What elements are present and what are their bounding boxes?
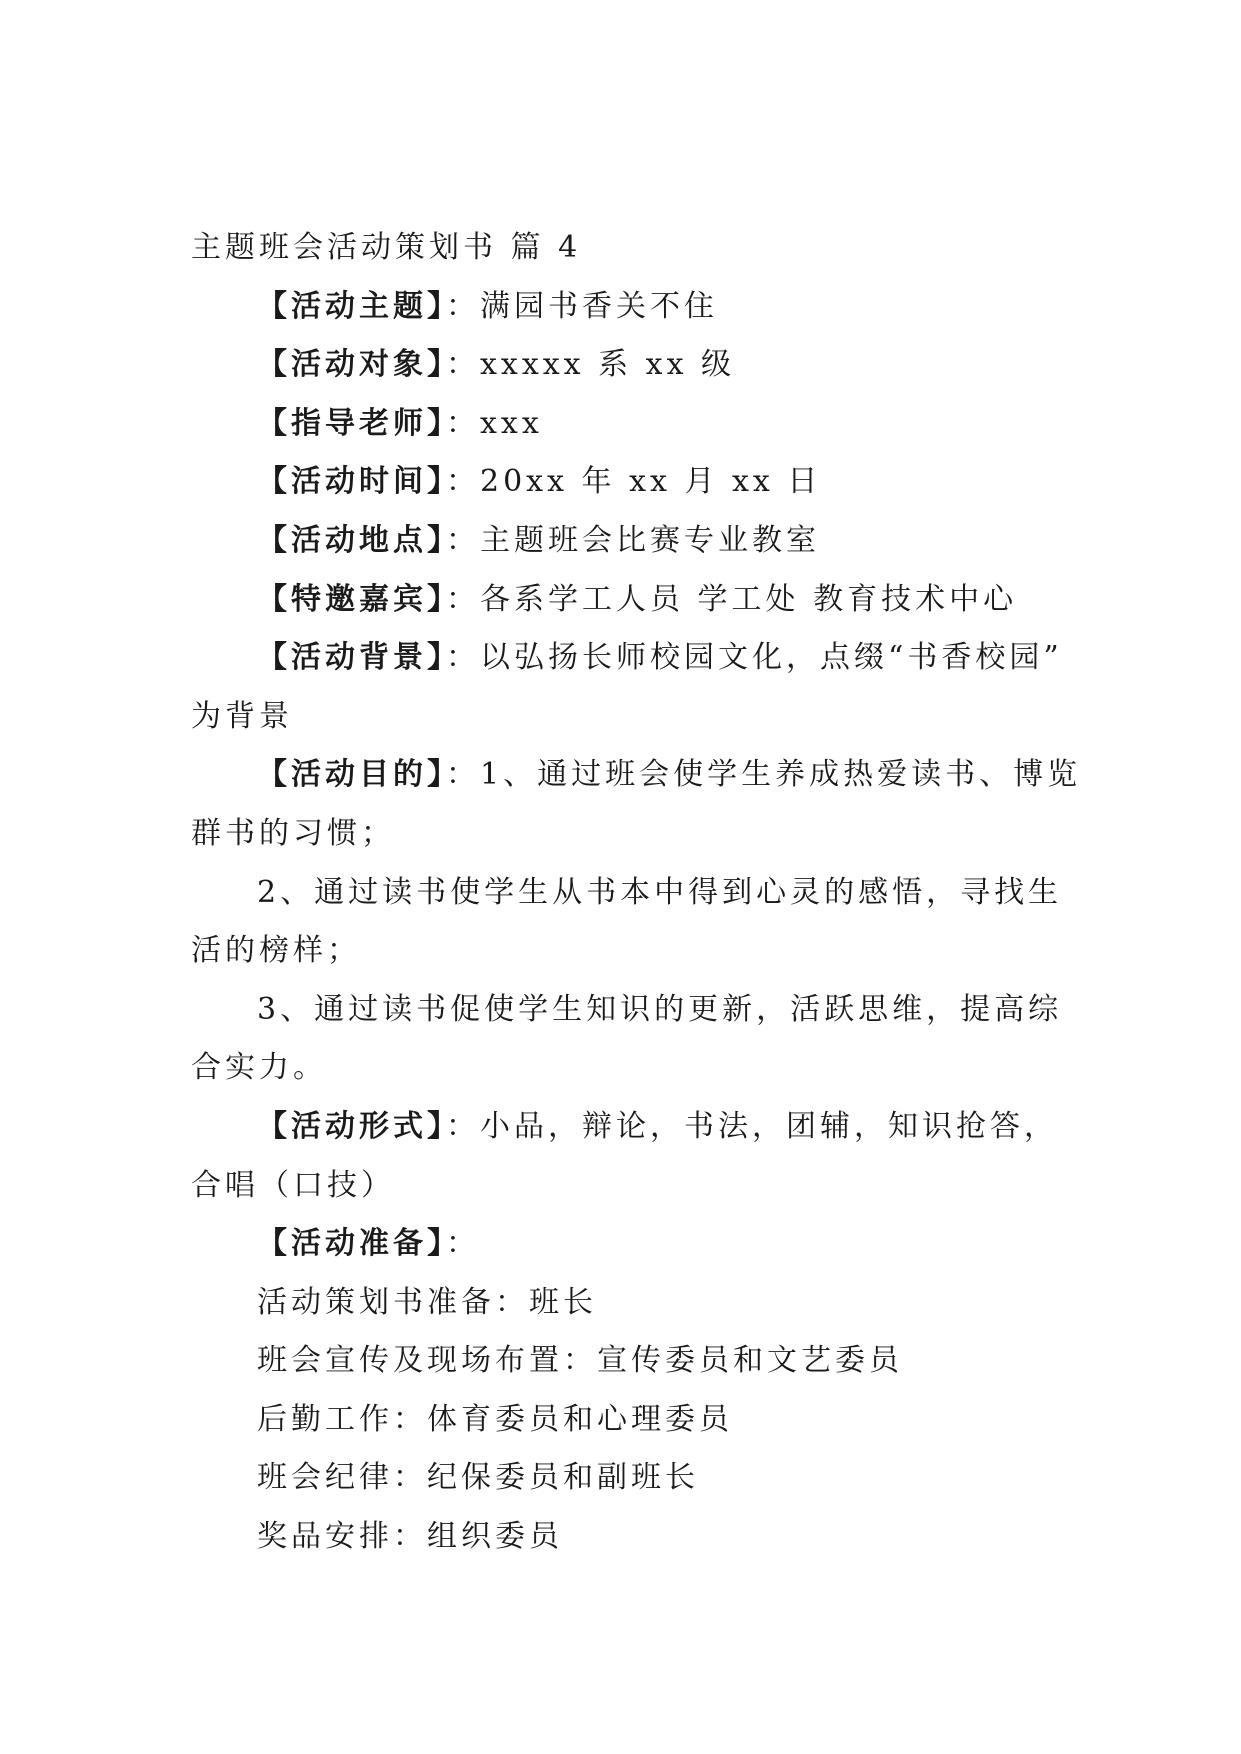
field-label: 【指导老师】 [257, 405, 446, 441]
preparation-item: 班会宣传及现场布置：宣传委员和文艺委员 [257, 1343, 903, 1379]
preparation-heading [191, 1215, 1051, 1274]
document-body [191, 219, 1082, 1567]
field-guests [191, 571, 1051, 630]
field-label: 【活动对象】 [257, 347, 446, 383]
field-label: 【活动主题】 [257, 288, 446, 324]
forms-text: ：小品，辩论，书法，团辅，知识抢答， [446, 1108, 1058, 1144]
preparation-label: 【活动准备】 [257, 1226, 446, 1262]
goals-line-1 [191, 746, 1082, 805]
background-line-2: 为背景 [191, 698, 293, 734]
field-value: ：各系学工人员 学工处 教育技术中心 [446, 581, 1018, 617]
field-audience [191, 336, 1051, 395]
field-location [191, 512, 1051, 571]
forms-line-2: 合唱（口技） [191, 1167, 395, 1203]
goals-line-2: 群书的习惯； [191, 815, 395, 851]
field-label: 【活动地点】 [257, 522, 446, 558]
document-title: 主题班会活动策划书 篇 4 [191, 230, 582, 265]
field-value: ：满园书香关不住 [446, 288, 718, 324]
field-advisor [191, 395, 1051, 454]
field-label: 【特邀嘉宾】 [257, 581, 446, 617]
field-theme [191, 278, 1051, 337]
goals-item-3-line-2: 合实力。 [191, 1050, 327, 1086]
preparation-item: 后勤工作：体育委员和心理委员 [257, 1401, 733, 1437]
background-text: ：以弘扬长师校园文化，点缀“书香校园” [446, 640, 1063, 676]
background-label: 【活动背景】 [257, 640, 446, 676]
field-value: ：xxxxx 系 xx 级 [446, 347, 736, 383]
preparation-item: 奖品安排：组织委员 [257, 1519, 563, 1555]
preparation-item: 班会纪律：纪保委员和副班长 [257, 1460, 699, 1496]
preparation-item: 活动策划书准备：班长 [257, 1284, 597, 1320]
field-label: 【活动时间】 [257, 464, 446, 500]
field-value: ：主题班会比赛专业教室 [446, 522, 820, 558]
forms-line-1 [191, 1098, 1058, 1157]
goals-text: ：1、通过班会使学生养成热爱读书、博览 [446, 757, 1082, 793]
field-value: ：xxx [446, 405, 543, 441]
goals-item-3-line-1: 3、通过读书促使学生知识的更新，活跃思维，提高综 [257, 991, 1063, 1027]
forms-label: 【活动形式】 [257, 1108, 446, 1144]
field-value: ：20xx 年 xx 月 xx 日 [446, 464, 822, 500]
goals-item-2-line-2: 活的榜样； [191, 933, 361, 969]
field-time [191, 453, 1051, 512]
background-line-1 [191, 629, 1063, 688]
goals-item-2-line-1: 2、通过读书使学生从书本中得到心灵的感悟，寻找生 [257, 874, 1063, 910]
preparation-suffix: ： [446, 1226, 480, 1262]
goals-label: 【活动目的】 [257, 757, 446, 793]
